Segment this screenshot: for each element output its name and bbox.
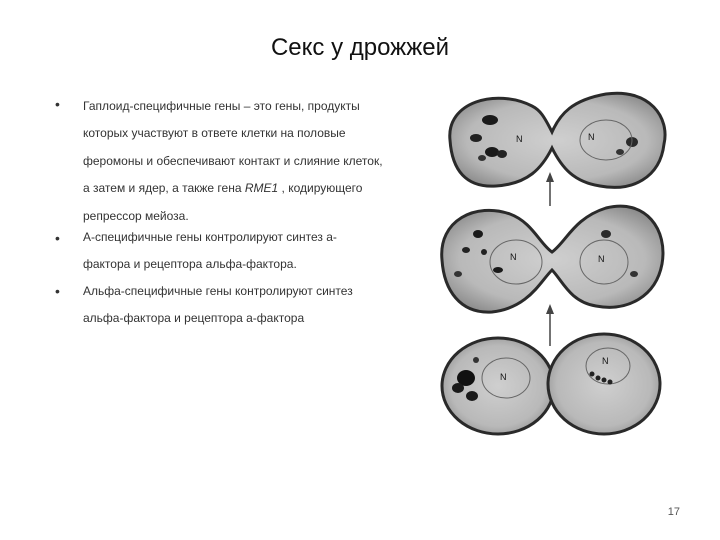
- bullet-text-part: Альфа-специфичные гены контролируют синтез альфа-фактора и рецептора а-фактора: [83, 284, 353, 326]
- vacuole: [470, 134, 482, 142]
- bullet-text-part: Гаплоид-специфичные гены – это гены, продукты которых участвуют в ответе клетки на половые феромоны и обеспечивают контакт и слияние клеток, а затем и ядер, а также гена: [83, 99, 383, 196]
- vacuole: [485, 147, 499, 157]
- bullet-text-part: А-специфичные гены контролируют синтез а-фактора и рецептора альфа-фактора.: [83, 230, 337, 272]
- vacuole: [462, 247, 470, 253]
- vacuole: [590, 372, 595, 377]
- vacuole: [602, 378, 607, 383]
- nucleus-label: N: [500, 372, 507, 382]
- nucleus-label: N: [588, 132, 595, 142]
- vacuole: [616, 149, 624, 155]
- vacuole: [608, 380, 613, 385]
- fused-cells-top: [450, 93, 665, 187]
- fused-cells-middle: [442, 206, 663, 312]
- vacuole: [497, 150, 507, 158]
- vacuole: [630, 271, 638, 277]
- nucleus-label: N: [516, 134, 523, 144]
- vacuole: [493, 267, 503, 273]
- separate-cells-bottom: [442, 334, 660, 434]
- vacuole: [454, 271, 462, 277]
- bullet-marker: •: [55, 96, 60, 112]
- slide-title: Секс у дрожжей: [270, 34, 450, 61]
- page-number: 17: [667, 506, 680, 518]
- bullet-text-a-specific: [83, 224, 373, 279]
- progression-arrow: [546, 172, 554, 206]
- bullet-text-alpha-specific: [83, 278, 383, 333]
- vacuole: [452, 383, 464, 393]
- bullet-text-part: , кодирующего репрессор мейоза.: [83, 181, 363, 223]
- vacuole: [601, 230, 611, 238]
- progression-arrow: [546, 304, 554, 346]
- nucleus-label: N: [510, 252, 517, 262]
- nucleus-label: N: [602, 356, 609, 366]
- vacuole: [473, 230, 483, 238]
- bullet-marker: •: [55, 230, 60, 246]
- vacuole: [478, 155, 486, 161]
- vacuole: [473, 357, 479, 363]
- yeast-mating-micrograph: [436, 84, 670, 450]
- bullet-marker: •: [55, 283, 60, 299]
- vacuole: [482, 115, 498, 125]
- vacuole: [466, 391, 478, 401]
- vacuole: [596, 376, 601, 381]
- nucleus-label: N: [598, 254, 605, 264]
- vacuole: [481, 249, 487, 255]
- gene-name-rme1: RME1: [244, 181, 279, 196]
- bullet-text-haploid: [83, 93, 383, 230]
